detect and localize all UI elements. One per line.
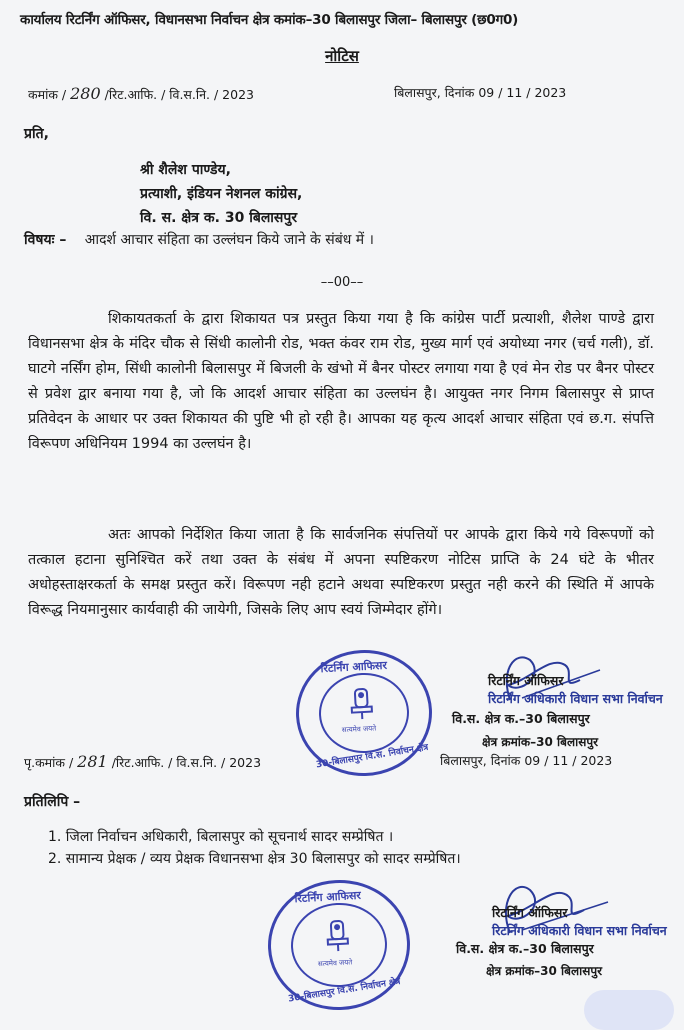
signature-stamp-line: रिटर्निंग अधिकारी विधान सभा निर्वाचन	[492, 922, 667, 939]
signature-constituency: वि.स. क्षेत्र क.–30 बिलासपुर	[456, 940, 594, 957]
seal-motto: सत्यमेव जयते	[342, 724, 377, 735]
seal-bottom-text: 30-बिलासपुर वि.स. निर्वाचन क्षेत्र	[315, 740, 429, 771]
copy-list	[48, 826, 461, 870]
signature-stamp-constituency: क्षेत्र क्रमांक–30 बिलासपुर	[486, 962, 602, 979]
list-item: 2. सामान्य प्रेक्षक / व्यय प्रेक्षक विधानसभा क्षेत्र 30 बिलासपुर को सादर सम्प्रेषित।	[48, 848, 461, 870]
signature-title: रिटर्निंग ऑफिसर	[488, 672, 563, 689]
body-paragraph-1: शिकायतकर्ता के द्वारा शिकायत पत्र प्रस्तुत किया गया है कि कांग्रेस पार्टी प्रत्याशी, शैलेश पाण्डे द्वारा विधानसभा क्षेत्र के मंदिर चौक से सिंधी कालोनी रोड, भक्त कंवर राम रोड, मुख्य मार्ग एवं अयोध्या नगर (चर्च गली), डॉ. घाटगे नर्सिंग होम, सिंधी कालोनी बिलासपुर में बिजली के खंभो में बैनर पोस्टर लगाया गया है एवं मेन रोड पर बैनर पोस्टर से प्रवेश द्वार बनाया गया है, जो कि आदर्श आचार संहिता का उल्लघंन है। आयुक्त नगर निगम बिलासपुर से प्राप्त प्रतिवेदन के आधार पर उक्त शिकायत की पुष्टि भी हो रही है। आपका यह कृत्य आदर्श आचार संहिता एवं छ.ग. संपत्ति विरूपण अधिनियम 1994 का उल्लघंन है।	[28, 307, 654, 457]
body-paragraph-2: अतः आपको निर्देशित किया जाता है कि सार्वजनिक संपत्तियों पर आपके द्वारा किये गये विरूपणों को तत्काल हटाना सुनिश्चित करें तथा उक्त के संबंध में अपना स्पष्टिकरण नोटिस प्राप्ति के 24 घंटे के भीतर अधोहस्ताक्षरकर्ता के समक्ष प्रस्तुत करें। विरूपण नही हटाने अथवा स्पष्टिकरण प्रस्तुत नही करने की स्थिति में आपके विरूद्ध नियमानुसार कार्यवाही की जायेगी, जिसके लिए आप स्वयं जिम्मेदार होंगे।	[28, 523, 654, 623]
ashoka-emblem-icon	[346, 686, 378, 722]
seal-top-text: रिटर्निंग आफिसर	[294, 888, 361, 906]
seal-top-text: रिटर्निंग आफिसर	[320, 658, 387, 676]
signature-constituency: वि.स. क्षेत्र क.–30 बिलासपुर	[452, 710, 590, 727]
signature-title: रिटर्निंग ऑफिसर	[492, 904, 567, 921]
endorsement-place-date: बिलासपुर, दिनांक 09 / 11 / 2023	[440, 752, 612, 769]
recipient-name: श्री शैलेश पाण्डेय,	[140, 160, 231, 179]
endorsement-number: पृ.कमांक / 281 /रिट.आफि. / वि.स.नि. / 2023	[24, 752, 261, 771]
to-label: प्रति,	[24, 124, 49, 143]
decorative-blob	[584, 990, 674, 1030]
recipient-designation: प्रत्याशी, इंडियन नेशनल कांग्रेस,	[140, 184, 302, 203]
seal-motto: सत्यमेव जयते	[318, 958, 353, 969]
official-seal-1	[293, 647, 435, 780]
reference-place-date: बिलासपुर, दिनांक 09 / 11 / 2023	[394, 84, 566, 101]
recipient-constituency: वि. स. क्षेत्र क. 30 बिलासपुर	[140, 208, 297, 227]
separator: ––00––	[0, 275, 684, 290]
subject-label: विषयः –	[24, 232, 66, 248]
subject-line	[24, 230, 374, 249]
seal-bottom-text: 30-बिलासपुर वि.स. निर्वाचन क्षेत्र	[287, 974, 401, 1005]
office-header: कार्यालय रिटर्निंग ऑफिसर, विधानसभा निर्वाचन क्षेत्र कमांक–30 बिलासपुर जिला– बिलासपुर (छ0ग0)	[20, 10, 518, 28]
subject-text: आदर्श आचार संहिता का उल्लंघन किये जाने के संबंध में ।	[85, 232, 374, 248]
copy-label: प्रतिलिपि –	[24, 792, 80, 811]
endorsement-handwritten-number: 281	[73, 752, 112, 771]
reference-handwritten-number: 280	[66, 84, 105, 103]
official-seal-2	[265, 876, 414, 1013]
list-item: 1. जिला निर्वाचन अधिकारी, बिलासपुर को सूचनार्थ सादर सम्प्रेषित ।	[48, 826, 461, 848]
signature-stamp-line: रिटर्निंग अधिकारी विधान सभा निर्वाचन	[488, 690, 663, 707]
signature-stamp-constituency: क्षेत्र क्रमांक–30 बिलासपुर	[482, 733, 598, 750]
ashoka-emblem-icon	[322, 918, 354, 954]
notice-title: नोटिस	[0, 46, 684, 66]
reference-number: कमांक / 280 /रिट.आफि. / वि.स.नि. / 2023	[28, 84, 254, 103]
